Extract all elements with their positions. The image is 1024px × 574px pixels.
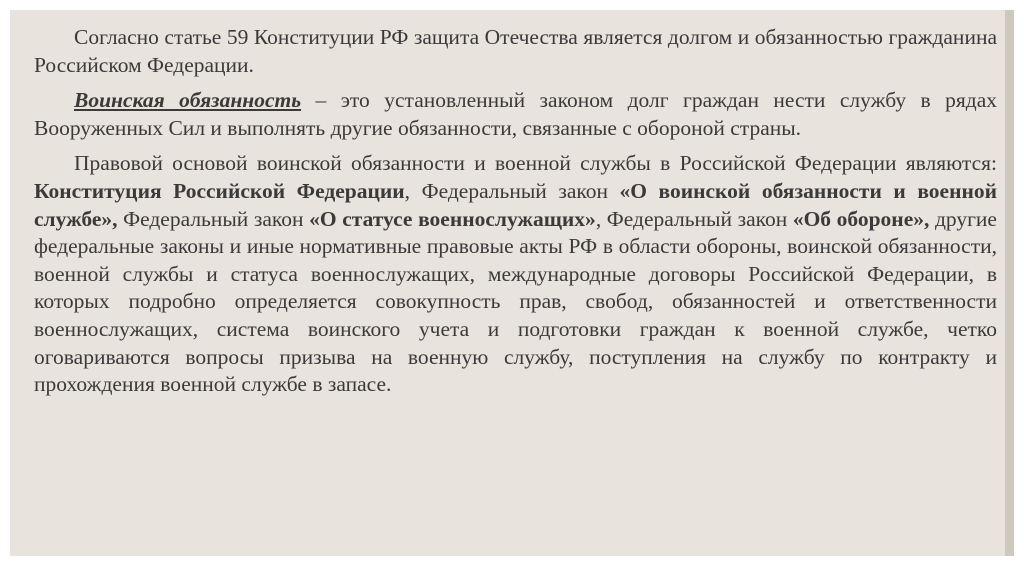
legal-basis-text-4: , Федеральный закон xyxy=(595,206,793,231)
paragraph-constitution-text: Согласно статье 59 Конституции РФ защита Отечества является долгом и обязанностью гражданина Российском Федерации. xyxy=(34,25,997,77)
slide-body xyxy=(34,24,997,407)
law-military-duty-service: «О воинской обязанности и военной службе», xyxy=(34,178,997,231)
law-status-servicemen: «О статусе военнослужащих» xyxy=(309,206,596,231)
slide xyxy=(10,10,1014,556)
paragraph-military-duty xyxy=(34,87,997,142)
slide-edge-bar xyxy=(1005,10,1014,556)
legal-basis-text-3: Федеральный закон xyxy=(117,206,310,231)
legal-basis-text-5: другие федеральные законы и иные нормативные правовые акты РФ в области обороны, воинской обязанности, военной службы и статуса военнослужащих, международные договоры Российской Федерации, в которых подробно определяется совокупность прав, свобод, обязанностей и ответственности военнослужащих, система воинского учета и подготовки граждан к военной службе, четко оговариваются вопросы призыва на военную службу, поступления на службу по контракту и прохождения военной службе в запасе. xyxy=(34,206,997,397)
military-duty-definition: – это установленный законом долг граждан нести службу в рядах Вооруженных Сил и выполнять другие обязанности, связанные с обороной страны. xyxy=(34,88,997,140)
law-defense: «Об обороне», xyxy=(792,206,930,231)
paragraph-legal-basis xyxy=(34,150,997,398)
term-military-duty: Воинская обязанность xyxy=(74,88,302,113)
legal-basis-text-2: , Федеральный закон xyxy=(404,178,620,203)
legal-basis-intro: Правовой основой воинской обязанности и военной службы в Российской Федерации являются: xyxy=(74,151,997,176)
law-constitution: Конституция Российской Федерации xyxy=(34,178,405,203)
paragraph-constitution xyxy=(34,24,997,79)
